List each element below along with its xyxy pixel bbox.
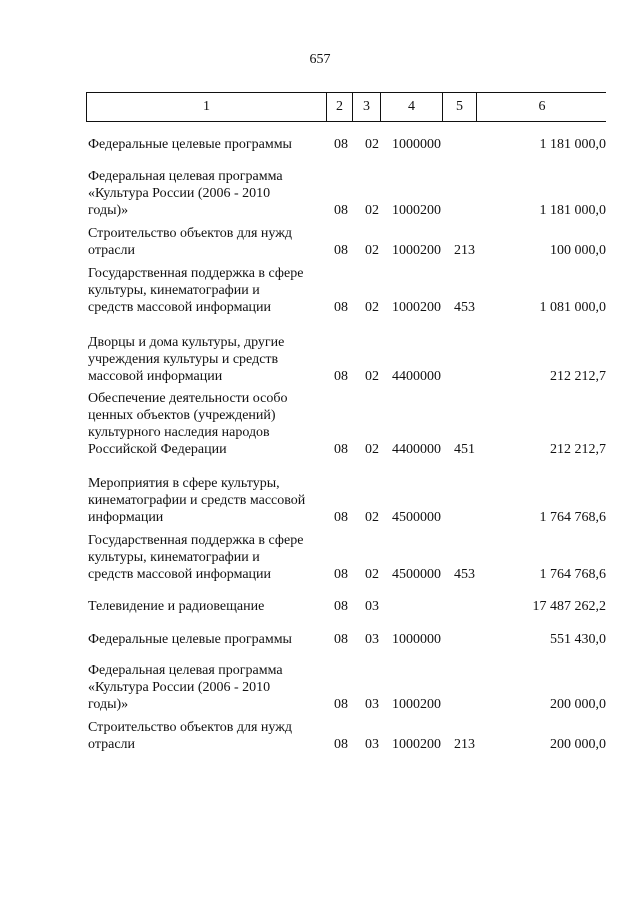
row-name: Государственная поддержка в сфере культуры, кинематографии и средств массовой информации	[88, 533, 304, 582]
row-subsection: 03	[365, 697, 379, 712]
header-col-4: 4	[381, 93, 443, 121]
row-expense-type: 453	[454, 300, 475, 315]
row-amount: 1 764 768,6	[539, 567, 606, 582]
row-name: Государственная поддержка в сфере культуры, кинематографии и средств массовой информации	[88, 266, 304, 315]
row-amount: 1 181 000,0	[539, 137, 606, 152]
row-target-code: 1000200	[392, 243, 441, 258]
row-subsection: 02	[365, 510, 379, 525]
row-expense-type: 453	[454, 567, 475, 582]
row-section: 08	[334, 243, 348, 258]
header-col-6: 6	[538, 99, 546, 114]
row-name: Федеральная целевая программа «Культура России (2006 - 2010 годы)»	[88, 663, 283, 712]
row-subsection: 02	[365, 567, 379, 582]
row-section: 08	[334, 599, 348, 614]
row-expense-type: 213	[454, 243, 475, 258]
row-name: Федеральная целевая программа «Культура России (2006 - 2010 годы)»	[88, 169, 283, 218]
row-target-code: 4500000	[392, 567, 441, 582]
row-target-code: 4400000	[392, 369, 441, 384]
row-section: 08	[334, 442, 348, 457]
row-amount: 551 430,0	[550, 632, 606, 647]
row-section: 08	[334, 203, 348, 218]
row-subsection: 02	[365, 369, 379, 384]
row-name: Строительство объектов для нужд отрасли	[88, 226, 293, 258]
row-section: 08	[334, 567, 348, 582]
row-target-code: 4400000	[392, 442, 441, 457]
row-name: Обеспечение деятельности особо ценных объектов (учреждений) культурного наследия народов Российской Федерации	[88, 391, 288, 457]
row-amount: 1 081 000,0	[539, 300, 606, 315]
row-target-code: 4500000	[392, 510, 441, 525]
row-target-code: 1000200	[392, 300, 441, 315]
row-target-code: 1000000	[392, 632, 441, 647]
row-name: Федеральные целевые программы	[88, 632, 292, 647]
row-subsection: 02	[365, 442, 379, 457]
row-section: 08	[334, 137, 348, 152]
row-target-code: 1000200	[392, 737, 441, 752]
row-name: Телевидение и радиовещание	[88, 599, 265, 614]
row-expense-type: 213	[454, 737, 475, 752]
row-amount: 17 487 262,2	[532, 599, 606, 614]
row-subsection: 02	[365, 137, 379, 152]
row-expense-type: 451	[454, 442, 475, 457]
row-amount: 1 181 000,0	[539, 203, 606, 218]
row-section: 08	[334, 632, 348, 647]
header-col-2: 2	[327, 93, 353, 121]
row-subsection: 02	[365, 243, 379, 258]
row-amount: 100 000,0	[550, 243, 606, 258]
row-target-code: 1000200	[392, 203, 441, 218]
row-name: Мероприятия в сфере культуры, кинематографии и средств массовой информации	[88, 476, 306, 525]
row-amount: 1 764 768,6	[539, 510, 606, 525]
row-subsection: 03	[365, 632, 379, 647]
row-name: Строительство объектов для нужд отрасли	[88, 720, 293, 752]
header-col-5: 5	[443, 93, 477, 121]
row-subsection: 03	[365, 737, 379, 752]
row-name: Федеральные целевые программы	[88, 137, 292, 152]
row-subsection: 02	[365, 300, 379, 315]
row-amount: 200 000,0	[550, 697, 606, 712]
row-section: 08	[334, 510, 348, 525]
row-section: 08	[334, 697, 348, 712]
row-subsection: 03	[365, 599, 379, 614]
page-number: 657	[309, 52, 331, 67]
row-section: 08	[334, 369, 348, 384]
row-target-code: 1000200	[392, 697, 441, 712]
header-col-1: 1	[87, 93, 327, 121]
header-col-3: 3	[353, 93, 381, 121]
row-subsection: 02	[365, 203, 379, 218]
row-amount: 212 212,7	[550, 442, 606, 457]
row-amount: 200 000,0	[550, 737, 606, 752]
row-name: Дворцы и дома культуры, другие учреждения культуры и средств массовой информации	[88, 335, 285, 384]
row-target-code: 1000000	[392, 137, 441, 152]
row-amount: 212 212,7	[550, 369, 606, 384]
row-section: 08	[334, 300, 348, 315]
row-section: 08	[334, 737, 348, 752]
